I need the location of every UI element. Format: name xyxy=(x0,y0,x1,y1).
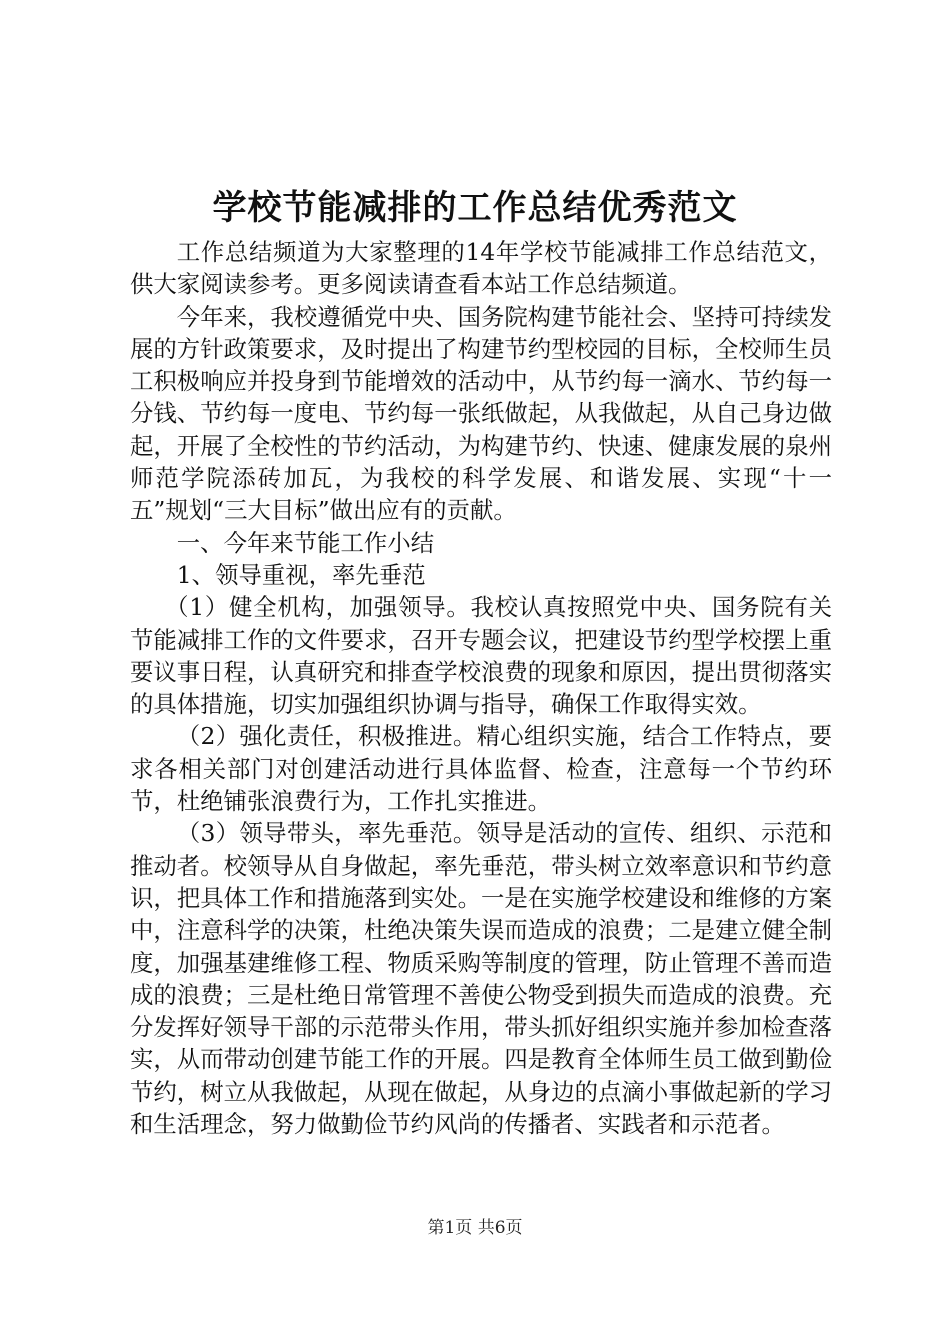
document-body xyxy=(130,236,832,1140)
item-paragraph-2: （2）强化责任，积极推进。精心组织实施，结合工作特点，要求各相关部门对创建活动进行具体监督、检查，注意每一个节约环节，杜绝铺张浪费行为，工作扎实推进。 xyxy=(130,722,832,816)
section-heading: 一、今年来节能工作小结 xyxy=(176,528,435,557)
subsection-heading: 1、领导重视，率先垂范 xyxy=(176,560,426,589)
intro-paragraph: 工作总结频道为大家整理的14年学校节能减排工作总结范文，供大家阅读参考。更多阅读请查看本站工作总结频道。 xyxy=(130,238,832,299)
overview-paragraph: 今年来，我校遵循党中央、国务院构建节能社会、坚持可持续发展的方针政策要求，及时提出了构建节约型校园的目标，全校师生员工积极响应并投身到节能增效的活动中，从节约每一滴水、节约每一分钱、节约每一度电、节约每一张纸做起，从我做起，从自己身边做起，开展了全校性的节约活动，为构建节约、快速、健康发展的泉州师范学院添砖加瓦，为我校的科学发展、和谐发展、实现“十一五”规划“三大目标”做出应有的贡献。 xyxy=(130,302,832,525)
item-paragraph-1: （1）健全机构，加强领导。我校认真按照党中央、国务院有关节能减排工作的文件要求，召开专题会议，把建设节约型学校摆上重要议事日程，认真研究和排查学校浪费的现象和原因，提出贯彻落实的具体措施，切实加强组织协调与指导，确保工作取得实效。 xyxy=(130,593,832,719)
item-paragraph-3: （3）领导带头，率先垂范。领导是活动的宣传、组织、示范和推动者。校领导从自身做起，率先垂范，带头树立效率意识和节约意识，把具体工作和措施落到实处。一是在实施学校建设和维修的方案中，注意科学的决策，杜绝决策失误而造成的浪费；二是建立健全制度，加强基建维修工程、物质采购等制度的管理，防止管理不善而造成的浪费；三是杜绝日常管理不善使公物受到损失而造成的浪费。充分发挥好领导干部的示范带头作用，带头抓好组织实施并参加检查落实，从而带动创建节能工作的开展。四是教育全体师生员工做到勤俭节约，树立从我做起，从现在做起，从身边的点滴小事做起新的学习和生活理念，努力做勤俭节约风尚的传播者、实践者和示范者。 xyxy=(130,819,832,1139)
document-title: 学校节能减排的工作总结优秀范文 xyxy=(212,188,738,228)
page-footer: 第1页 共6页 xyxy=(427,1218,523,1238)
